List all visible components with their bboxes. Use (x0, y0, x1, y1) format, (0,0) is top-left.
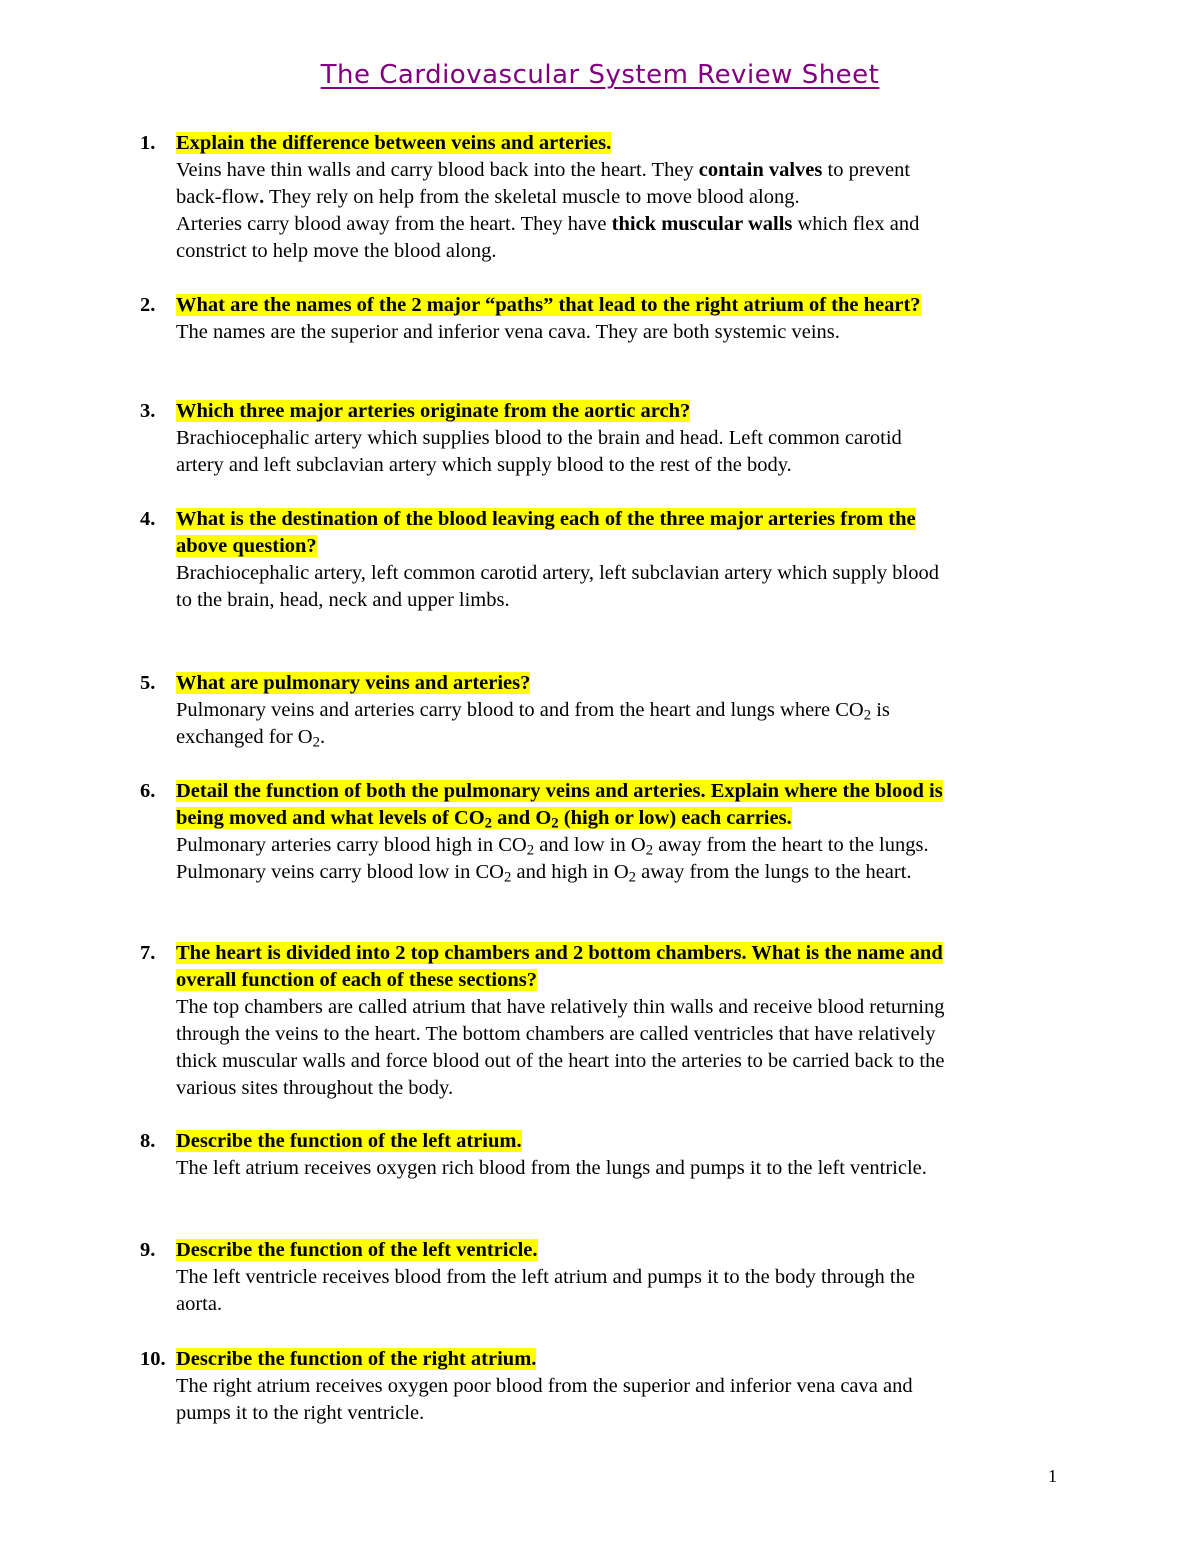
question-number: 9. (140, 1239, 156, 1261)
answer-line (176, 452, 1065, 479)
question-number: 5. (140, 672, 156, 694)
question-item (140, 778, 1065, 886)
text-run: pumps it to the right ventricle. (176, 1402, 425, 1424)
question-text: Which three major arteries originate from the aortic arch? (176, 400, 691, 422)
text-run: thick muscular walls and force blood out of the heart into the arteries to be carried back to the (176, 1050, 945, 1072)
text-run: Brachiocephalic artery, left common carotid artery, left subclavian artery which supply blood (176, 562, 939, 584)
answer-line (176, 1264, 1065, 1291)
text-run: various sites throughout the body. (176, 1077, 454, 1099)
text-run: The right atrium receives oxygen poor blood from the superior and inferior vena cava and (176, 1375, 913, 1397)
question-item (140, 1346, 1065, 1427)
question-number: 8. (140, 1130, 156, 1152)
text-run: constrict to help move the blood along. (176, 240, 497, 262)
text-run: They rely on help from the skeletal muscle to move blood along. (264, 186, 800, 208)
question-item (140, 292, 1065, 346)
subscript: 2 (628, 869, 637, 886)
text-run: The left atrium receives oxygen rich blood from the lungs and pumps it to the left ventricle. (176, 1157, 927, 1179)
question-number: 4. (140, 508, 156, 530)
text-run: being moved and what levels of CO (176, 807, 485, 829)
answer-line (176, 697, 1065, 724)
text-run: artery and left subclavian artery which supply blood to the rest of the body. (176, 454, 792, 476)
question-text: The heart is divided into 2 top chambers and 2 bottom chambers. What is the name and (176, 942, 943, 964)
answer-line (176, 319, 1065, 346)
answer-line (176, 1400, 1065, 1427)
subscript: 2 (503, 869, 512, 886)
text-run: (high or low) each carries. (558, 807, 792, 829)
question-item (140, 1237, 1065, 1318)
subscript: 2 (551, 815, 559, 832)
question-text: overall function of each of these sections? (176, 969, 537, 991)
answer-line (176, 425, 1065, 452)
answer-line (176, 1291, 1065, 1318)
answer-line (176, 560, 1065, 587)
question-item (140, 1128, 1065, 1182)
text-run: and high in O (511, 861, 629, 883)
question-text: Describe the function of the left ventricle. (176, 1239, 538, 1261)
text-run: contain valves (698, 159, 823, 181)
text-run: which flex and (792, 213, 920, 235)
question-item (140, 940, 1065, 1102)
page-title: The Cardiovascular System Review Sheet (320, 60, 880, 90)
text-run: Pulmonary veins and arteries carry blood to and from the heart and lungs where CO (176, 699, 864, 721)
answer-line (176, 994, 1065, 1021)
text-run: Pulmonary arteries carry blood high in CO (176, 834, 527, 856)
text-run: . (319, 726, 326, 748)
text-run: back-flow (176, 186, 260, 208)
subscript: 2 (645, 842, 654, 859)
text-run: to the brain, head, neck and upper limbs. (176, 589, 510, 611)
question-text (176, 780, 943, 802)
subscript: 2 (863, 707, 872, 724)
text-run: The left ventricle receives blood from the left atrium and pumps it to the body through the (176, 1266, 915, 1288)
question-item (140, 670, 1065, 751)
question-text (176, 807, 792, 832)
text-run: Brachiocephalic artery which supplies blood to the brain and head. Left common carotid (176, 427, 902, 449)
text-run: . (259, 186, 265, 208)
question-item (140, 506, 1065, 614)
text-run: through the veins to the heart. The bottom chambers are called ventricles that have relatively (176, 1023, 936, 1045)
text-run: thick muscular walls (611, 213, 793, 235)
answer-line (176, 184, 1065, 211)
text-run: The top chambers are called atrium that have relatively thin walls and receive blood returning (176, 996, 945, 1018)
question-number: 3. (140, 400, 156, 422)
answer-line (176, 1021, 1065, 1048)
answer-line (176, 211, 1065, 238)
question-text: What are pulmonary veins and arteries? (176, 672, 531, 694)
question-text: What are the names of the 2 major “paths” that lead to the right atrium of the heart? (176, 294, 921, 316)
text-run: to prevent (822, 159, 911, 181)
question-text: Describe the function of the left atrium. (176, 1130, 522, 1152)
text-run: and low in O (534, 834, 646, 856)
answer-line (176, 859, 1065, 886)
text-run: aorta. (176, 1293, 223, 1315)
answer-line (176, 1155, 1065, 1182)
question-text: What is the destination of the blood leaving each of the three major arteries from the (176, 508, 916, 530)
text-run: Pulmonary veins carry blood low in CO (176, 861, 504, 883)
question-number: 10. (140, 1348, 166, 1370)
answer-line (176, 238, 1065, 265)
answer-line (176, 1048, 1065, 1075)
text-run: exchanged for O (176, 726, 313, 748)
answer-line (176, 587, 1065, 614)
question-number: 2. (140, 294, 156, 316)
question-text: Explain the difference between veins and arteries. (176, 132, 612, 154)
question-number: 1. (140, 132, 156, 154)
answer-line (176, 832, 1065, 859)
text-run: Arteries carry blood away from the heart. They have (176, 213, 612, 235)
question-text: Describe the function of the right atrium. (176, 1348, 537, 1370)
subscript: 2 (526, 842, 535, 859)
page-number: 1 (1048, 1466, 1057, 1486)
subscript: 2 (484, 815, 493, 832)
subscript: 2 (312, 734, 320, 751)
text-run: Detail the function of both the pulmonary veins and arteries. Explain where the blood is (176, 780, 943, 802)
text-run: and O (492, 807, 552, 829)
text-run: is (871, 699, 890, 721)
question-text: above question? (176, 535, 317, 557)
question-item (140, 398, 1065, 479)
text-run: The names are the superior and inferior vena cava. They are both systemic veins. (176, 321, 840, 343)
text-run: away from the lungs to the heart. (636, 861, 912, 883)
text-run: Veins have thin walls and carry blood back into the heart. They (176, 159, 699, 181)
answer-line (176, 1373, 1065, 1400)
text-run: away from the heart to the lungs. (653, 834, 929, 856)
question-item (140, 130, 1065, 265)
answer-line (176, 1075, 1065, 1102)
question-number: 6. (140, 780, 156, 802)
question-number: 7. (140, 942, 156, 964)
answer-line (176, 157, 1065, 184)
answer-line (176, 724, 1065, 751)
